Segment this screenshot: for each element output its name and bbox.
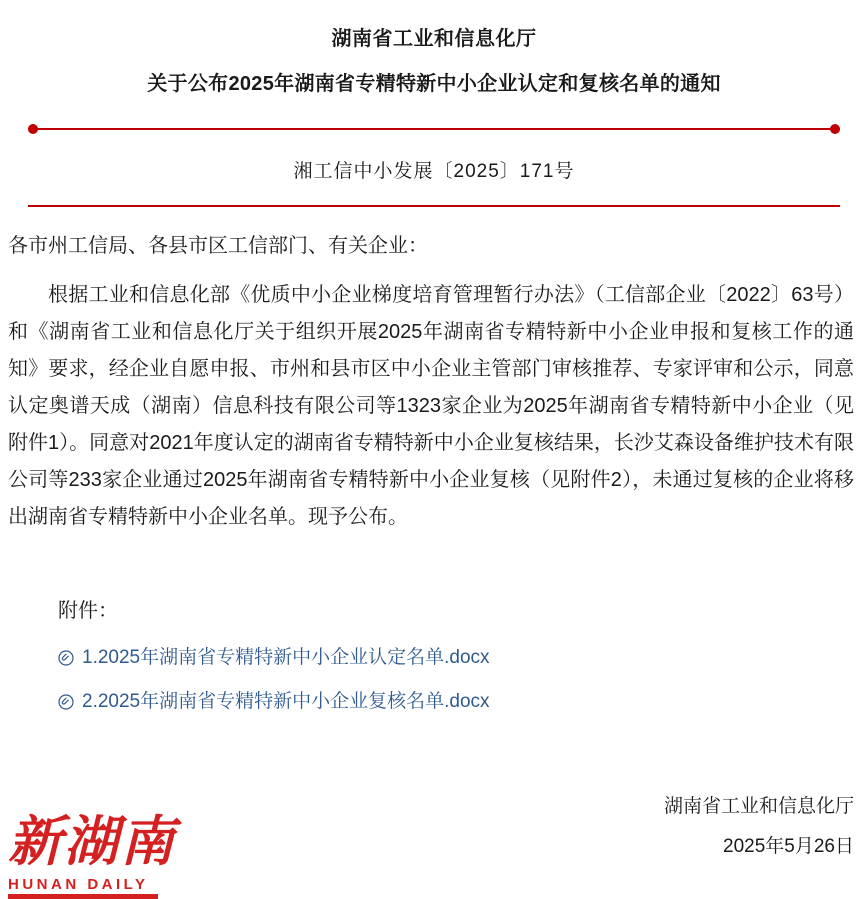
divider-line [28, 128, 840, 130]
document-header [0, 0, 868, 102]
red-divider [28, 124, 840, 134]
logo-english-text: HUNAN DAILY [8, 876, 149, 893]
header-underline [28, 205, 840, 207]
attachment-icon [58, 650, 74, 666]
attachment-link[interactable]: 1.2025年湖南省专精特新中小企业认定名单.docx [82, 647, 490, 668]
divider-dot-right [830, 124, 840, 134]
attachment-item[interactable] [58, 644, 854, 672]
main-paragraph: 根据工业和信息化部《优质中小企业梯度培育管理暂行办法》（工信部企业〔2022〕63号）和《湖南省工业和信息化厅关于组织开展2025年湖南省专精特新中小企业申报和复核工作的通知》要求，经企业自愿申报、市州和县市区中小企业主管部门审核推荐、专家评审和公示，同意认定奥谱天成（湖南）信息科技有限公司等1323家企业为2025年湖南省专精特新中小企业（见附件1）。同意对2021年度认定的湖南省专精特新中小企业复核结果，长沙艾森设备维护技术有限公司等233家企业通过2025年湖南省专精特新中小企业复核（见附件2），未通过复核的企业将移出湖南省专精特新中小企业名单。现予公布。 [8, 284, 854, 528]
signature-org: 湖南省工业和信息化厅 [663, 796, 854, 817]
attachment-item[interactable] [58, 688, 854, 716]
logo-red-bar [8, 894, 158, 899]
document-body [0, 229, 868, 716]
logo-chinese-text: 新湖南 [8, 812, 176, 872]
document-number: 湘工信中小发展〔2025〕171号 [293, 161, 575, 182]
attachment-link[interactable]: 2.2025年湖南省专精特新中小企业复核名单.docx [82, 691, 490, 712]
document-footer [0, 759, 868, 899]
attachments-label: 附件： [58, 600, 118, 622]
signature-date: 2025年5月26日 [723, 836, 854, 857]
salutation: 各市州工信局、各县市区工信部门、有关企业： [8, 235, 428, 257]
attachments-section [8, 594, 854, 716]
page-title: 关于公布2025年湖南省专精特新中小企业认定和复核名单的通知 [147, 73, 721, 95]
attachment-icon [58, 694, 74, 710]
hunan-daily-logo [8, 812, 218, 893]
issuer-name: 湖南省工业和信息化厅 [331, 28, 537, 50]
signature-block [664, 787, 854, 867]
